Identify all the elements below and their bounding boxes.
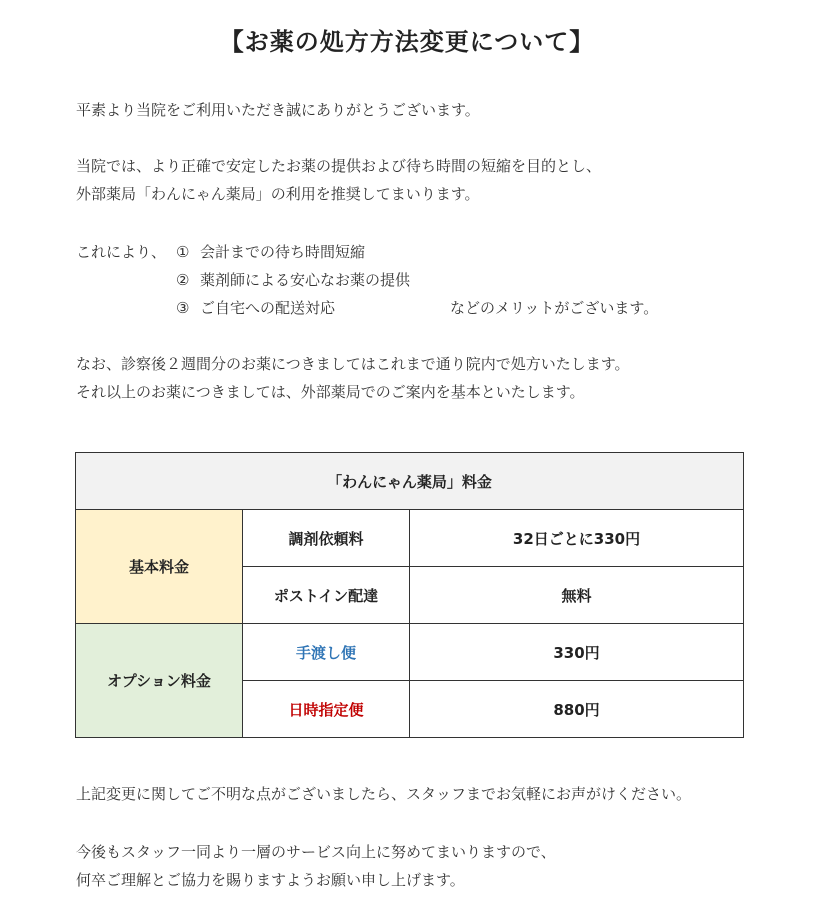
intro-line-1: 当院では、より正確で安定したお薬の提供および待ち時間の短縮を目的とし、 — [76, 157, 602, 175]
fee-price: 330円 — [410, 624, 744, 681]
fee-price: 880円 — [410, 681, 744, 738]
merit-row-1 — [76, 238, 658, 266]
page-title: 【お薬の処方方法変更について】 — [219, 28, 595, 56]
intro-paragraph — [76, 152, 601, 208]
fee-table-header-row — [76, 453, 744, 510]
closing-line-1: 今後もスタッフ一同より一層のサービス向上に努めてまいりますので、 — [76, 843, 556, 861]
merits-suffix: などのメリットがございます。 — [450, 299, 659, 317]
note-paragraph — [76, 350, 630, 406]
contact-line: 上記変更に関してご不明な点がございましたら、スタッフまでお気軽にお声がけください。 — [76, 785, 692, 803]
merit-row-3 — [76, 294, 658, 322]
contact-paragraph — [76, 780, 691, 808]
merit-text: 会計までの待ち時間短縮 — [200, 243, 366, 261]
merits-list — [76, 238, 658, 322]
fee-item: 日時指定便 — [243, 681, 410, 738]
fee-price: 無料 — [410, 567, 744, 624]
merit-number: ① — [176, 243, 190, 261]
fee-item: ポストイン配達 — [243, 567, 410, 624]
greeting-paragraph — [76, 96, 480, 124]
merits-lead: これにより、 — [76, 243, 167, 261]
merit-number: ③ — [176, 299, 190, 317]
note-line-2: それ以上のお薬につきましては、外部薬局でのご案内を基本といたします。 — [76, 383, 585, 401]
intro-line-2: 外部薬局「わんにゃん薬局」の利用を推奨してまいります。 — [76, 185, 480, 203]
merit-text: 薬剤師による安心なお薬の提供 — [200, 271, 411, 289]
closing-line-2: 何卒ご理解とご協力を賜りますようお願い申し上げます。 — [76, 871, 465, 889]
table-row — [76, 510, 744, 567]
basic-fee-label: 基本料金 — [76, 510, 243, 624]
greeting-line: 平素より当院をご利用いただき誠にありがとうございます。 — [76, 101, 480, 119]
fee-item: 調剤依頼料 — [243, 510, 410, 567]
fee-price: 32日ごとに330円 — [410, 510, 744, 567]
fee-table — [75, 452, 744, 738]
merit-text: ご自宅への配送対応 — [200, 299, 336, 317]
option-fee-label: オプション料金 — [76, 624, 243, 738]
note-line-1: なお、診察後２週間分のお薬につきましてはこれまで通り院内で処方いたします。 — [76, 355, 630, 373]
closing-paragraph — [76, 838, 556, 894]
merit-number: ② — [176, 271, 190, 289]
table-row — [76, 624, 744, 681]
fee-item: 手渡し便 — [243, 624, 410, 681]
fee-table-header: 「わんにゃん薬局」料金 — [76, 453, 744, 510]
merit-row-2 — [76, 266, 658, 294]
